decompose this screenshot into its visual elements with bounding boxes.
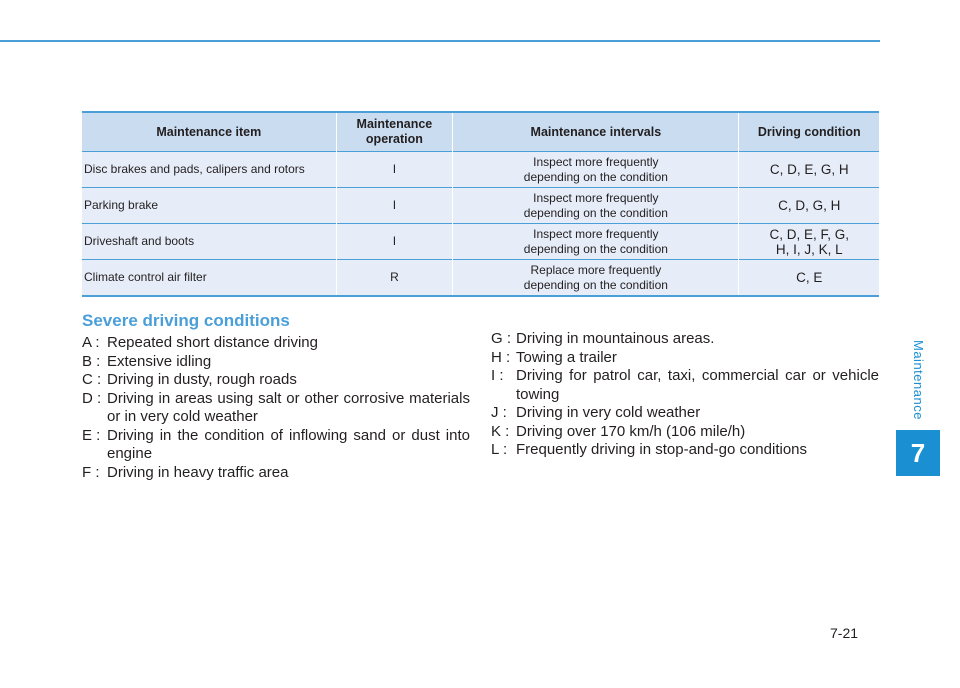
header-maintenance-item: Maintenance item (82, 112, 336, 152)
condition-text: Towing a trailer (516, 348, 617, 366)
table-row (82, 188, 879, 224)
condition-item (491, 349, 879, 368)
row-condition: C, E (739, 260, 879, 297)
header-maintenance-operation: Maintenance operation (336, 112, 453, 152)
condition-item (82, 390, 470, 427)
condition-text: Driving in dusty, rough roads (107, 371, 297, 388)
condition-item (491, 404, 879, 423)
condition-item (82, 334, 470, 353)
row-operation: R (336, 260, 453, 297)
row-operation: I (336, 188, 453, 224)
condition-key: I : (491, 367, 504, 384)
page-number: 7-21 (830, 625, 859, 641)
condition-key: E : (82, 426, 101, 444)
table-row (82, 224, 879, 260)
condition-item (491, 423, 879, 442)
condition-text: Frequently driving in stop-and-go conditions (516, 441, 807, 458)
row-interval: Inspect more frequently depending on the condition (453, 224, 739, 260)
table-header-row (82, 112, 879, 152)
chapter-tab-label: Maintenance (911, 340, 926, 420)
row-condition: C, D, E, F, G, H, I, J, K, L (739, 224, 879, 260)
condition-key: A : (82, 334, 100, 351)
conditions-list-right (491, 330, 879, 460)
condition-text: Driving in heavy traffic area (107, 463, 289, 481)
row-item: Parking brake (82, 188, 336, 224)
condition-text: Extensive idling (107, 352, 212, 370)
condition-key: D : (82, 389, 102, 407)
condition-item (491, 330, 879, 349)
condition-text: Driving in the condition of inflowing sand or dust into engine (107, 426, 470, 462)
condition-item (82, 371, 470, 390)
row-item: Driveshaft and boots (82, 224, 336, 260)
condition-text: Driving in very cold weather (516, 404, 701, 421)
condition-key: K : (491, 422, 510, 440)
condition-item (82, 464, 470, 483)
condition-key: L : (491, 441, 508, 458)
row-interval: Inspect more frequently depending on the condition (453, 152, 739, 188)
conditions-list-left (82, 334, 470, 482)
maintenance-table (82, 111, 879, 297)
header-maintenance-intervals: Maintenance intervals (453, 112, 739, 152)
table-row (82, 260, 879, 297)
condition-item (491, 367, 879, 404)
condition-text: Repeated short distance driving (107, 334, 318, 351)
condition-item (491, 441, 879, 460)
condition-key: C : (82, 371, 102, 388)
row-interval: Inspect more frequently depending on the condition (453, 188, 739, 224)
condition-key: B : (82, 352, 101, 370)
row-operation: I (336, 224, 453, 260)
section-title: Severe driving conditions (82, 311, 290, 330)
header-driving-condition: Driving condition (739, 112, 879, 152)
row-condition: C, D, G, H (739, 188, 879, 224)
top-rule (0, 40, 880, 42)
condition-item (82, 427, 470, 464)
row-condition: C, D, E, G, H (739, 152, 879, 188)
condition-item (82, 353, 470, 372)
condition-text: Driving for patrol car, taxi, commercial car or vehicle towing (516, 367, 879, 403)
chapter-tab-number: 7 (896, 430, 940, 476)
condition-text: Driving in mountainous areas. (516, 330, 715, 347)
condition-text: Driving over 170 km/h (106 mile/h) (516, 422, 746, 440)
row-interval: Replace more frequently depending on the condition (453, 260, 739, 297)
row-operation: I (336, 152, 453, 188)
condition-text: Driving in areas using salt or other corrosive materials or in very cold weather (107, 389, 470, 425)
row-item: Disc brakes and pads, calipers and rotors (82, 152, 336, 188)
row-item: Climate control air filter (82, 260, 336, 297)
condition-key: F : (82, 463, 100, 481)
condition-key: G : (491, 330, 512, 347)
condition-key: H : (491, 348, 511, 366)
table-row (82, 152, 879, 188)
condition-key: J : (491, 404, 507, 421)
